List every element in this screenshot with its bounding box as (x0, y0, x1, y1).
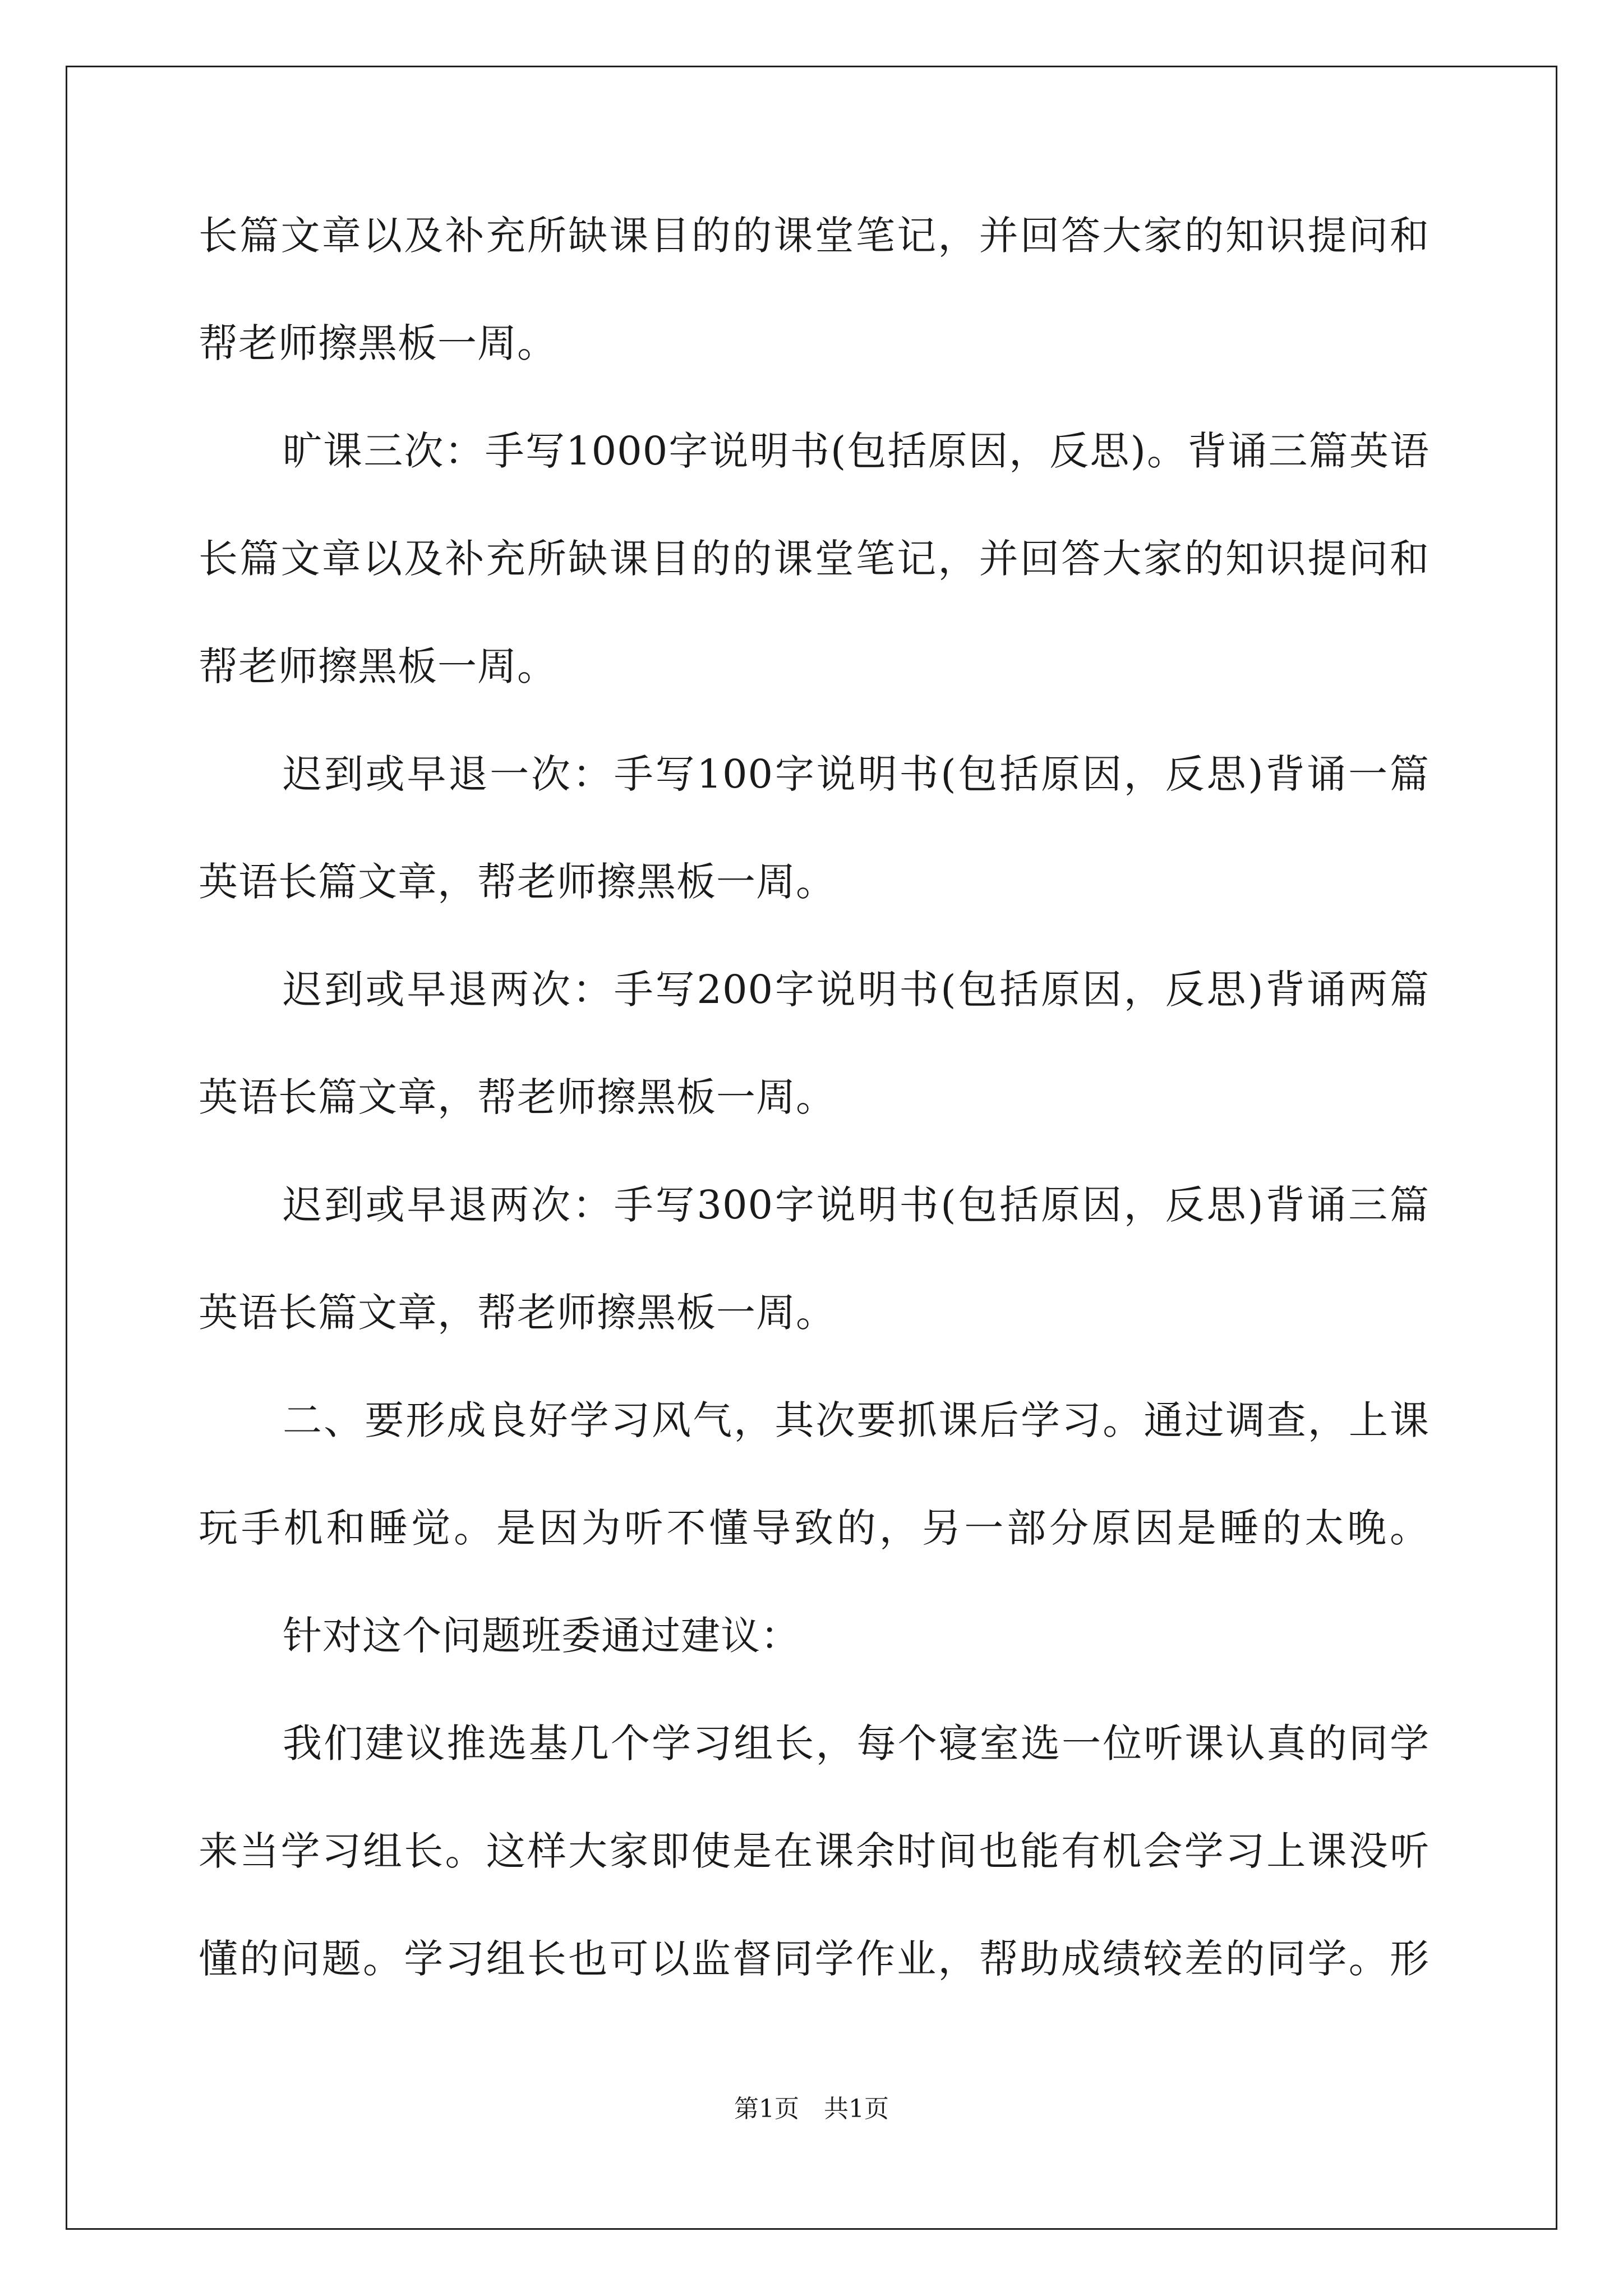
page-number-footer: 第1页 共1页 (734, 2095, 889, 2123)
text-line: 迟到或早退一次：手写100字说明书(包括原因，反思)背诵一篇 (283, 751, 1430, 797)
text-line: 玩手机和睡觉。是因为听不懂导致的，另一部分原因是睡的太晚。 (199, 1505, 1430, 1551)
text-line: 帮老师擦黑板一周。 (199, 320, 557, 366)
text-line: 英语长篇文章，帮老师擦黑板一周。 (199, 859, 836, 905)
text-line: 英语长篇文章，帮老师擦黑板一周。 (199, 1290, 836, 1336)
text-line: 长篇文章以及补充所缺课目的的课堂笔记，并回答大家的知识提问和 (199, 213, 1430, 259)
text-line: 针对这个问题班委通过建议： (283, 1613, 800, 1659)
page-border (66, 66, 1557, 2230)
text-line: 帮老师擦黑板一周。 (199, 643, 557, 689)
text-line: 英语长篇文章，帮老师擦黑板一周。 (199, 1074, 836, 1120)
text-line: 迟到或早退两次：手写300字说明书(包括原因，反思)背诵三篇 (283, 1182, 1430, 1228)
text-line: 旷课三次：手写1000字说明书(包括原因，反思)。背诵三篇英语 (283, 428, 1430, 474)
text-line: 懂的问题。学习组长也可以监督同学作业，帮助成绩较差的同学。形 (199, 1936, 1430, 1982)
text-line: 迟到或早退两次：手写200字说明书(包括原因，反思)背诵两篇 (283, 967, 1430, 1013)
text-line: 长篇文章以及补充所缺课目的的课堂笔记，并回答大家的知识提问和 (199, 536, 1430, 582)
text-line: 二、要形成良好学习风气，其次要抓课后学习。通过调查，上课 (283, 1397, 1430, 1443)
text-line: 来当学习组长。这样大家即使是在课余时间也能有机会学习上课没听 (199, 1828, 1430, 1874)
text-line: 我们建议推选基几个学习组长，每个寝室选一位听课认真的同学 (283, 1720, 1430, 1766)
